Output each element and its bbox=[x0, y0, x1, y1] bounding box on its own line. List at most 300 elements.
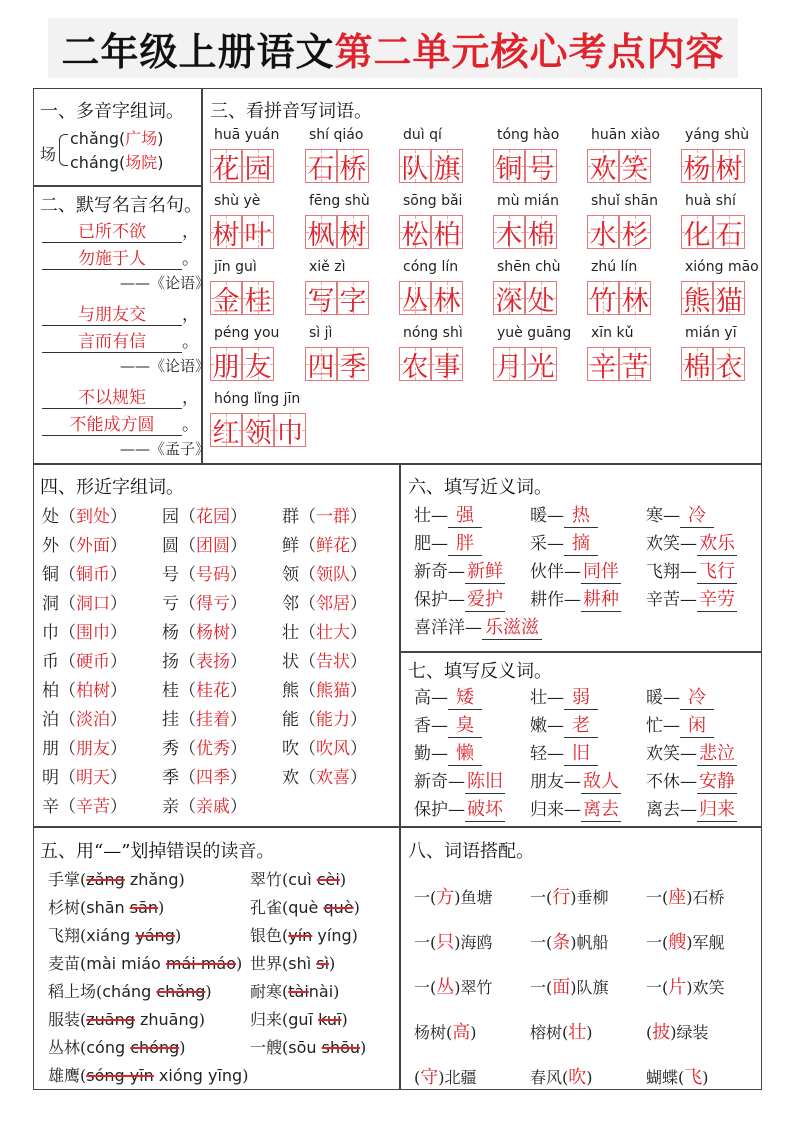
pron-wrong: tài bbox=[288, 982, 309, 1001]
char-answer: 光 bbox=[527, 351, 555, 383]
pron-close: ) bbox=[341, 1010, 348, 1029]
similar-char: 领 bbox=[282, 565, 299, 585]
similar-char-item bbox=[282, 734, 367, 759]
quote-punct: 。 bbox=[182, 415, 199, 435]
pron-right: mài miáo bbox=[86, 954, 166, 973]
colloc-answer: 行 bbox=[552, 887, 571, 908]
antonym-item-question: 壮— bbox=[530, 688, 564, 708]
pron-right: cóng bbox=[86, 1038, 131, 1057]
pron-wrong: sān bbox=[129, 898, 159, 917]
colloc-answer: 丛 bbox=[436, 977, 455, 998]
colloc-answer: 飞 bbox=[684, 1067, 703, 1088]
char-cell bbox=[337, 149, 369, 183]
colloc-pre: 一( bbox=[646, 978, 669, 997]
synonym-item bbox=[414, 585, 505, 612]
char-cell bbox=[242, 347, 274, 381]
paren: ） bbox=[230, 623, 247, 643]
paren: ） bbox=[230, 594, 247, 614]
word-pinyin: huā yuán bbox=[214, 127, 280, 143]
worksheet bbox=[33, 88, 762, 1090]
char-cell bbox=[493, 215, 525, 249]
char-answer: 林 bbox=[621, 285, 649, 317]
similar-char: 杨 bbox=[162, 623, 179, 643]
pron-wrong: zuāng bbox=[86, 1010, 135, 1029]
antonym-item-answer: 弱 bbox=[564, 683, 598, 710]
antonym-item-question: 忙— bbox=[646, 716, 680, 736]
similar-char-item bbox=[162, 763, 247, 788]
char-cell bbox=[525, 215, 557, 249]
colloc-post: )绿装 bbox=[670, 1023, 709, 1042]
pron-word: 世界( bbox=[250, 954, 289, 973]
pron-close: ) bbox=[205, 982, 212, 1001]
antonym-item-question: 香— bbox=[414, 716, 448, 736]
synonym-item-answer: 冷 bbox=[680, 501, 714, 528]
char-answer: 苦 bbox=[621, 351, 649, 383]
char-cell bbox=[619, 149, 651, 183]
similar-char-item bbox=[162, 560, 247, 585]
polyphone-item bbox=[70, 150, 164, 173]
char-cell bbox=[713, 347, 745, 381]
pronunciation-item bbox=[250, 1007, 348, 1030]
quote-blank: 与朋友交 bbox=[42, 300, 182, 326]
similar-word: 明天 bbox=[76, 768, 110, 788]
divider-sec1-sec2 bbox=[34, 185, 202, 187]
char-answer: 友 bbox=[244, 351, 272, 383]
pron-wrong: kuī bbox=[318, 1010, 342, 1029]
paren: （ bbox=[179, 623, 196, 643]
paren: （ bbox=[179, 594, 196, 614]
antonym-item bbox=[646, 711, 714, 738]
paren: （ bbox=[59, 739, 76, 759]
word-grid bbox=[399, 149, 463, 183]
char-answer: 枫 bbox=[307, 219, 335, 251]
char-answer: 丛 bbox=[401, 285, 429, 317]
pron-close: ) bbox=[329, 954, 336, 973]
colloc-post: ) bbox=[586, 1068, 593, 1087]
antonym-item-question: 欢笑— bbox=[646, 744, 697, 764]
similar-word: 一群 bbox=[316, 507, 350, 527]
synonym-item-answer: 胖 bbox=[448, 529, 482, 556]
similar-char-item bbox=[282, 647, 367, 672]
paren: ） bbox=[110, 652, 127, 672]
word-pinyin: yuè guāng bbox=[497, 325, 572, 341]
similar-word: 吹风 bbox=[316, 739, 350, 759]
similar-word: 杨树 bbox=[196, 623, 230, 643]
antonym-item-question: 勤— bbox=[414, 744, 448, 764]
word-pinyin: sì jì bbox=[309, 325, 333, 341]
similar-char: 泊 bbox=[42, 710, 59, 730]
char-cell bbox=[587, 149, 619, 183]
char-answer: 旗 bbox=[433, 153, 461, 185]
quote-punct: 。 bbox=[182, 332, 199, 352]
paren: （ bbox=[179, 681, 196, 701]
paren: （ bbox=[299, 536, 316, 556]
sec1-char: 场 bbox=[40, 145, 57, 164]
similar-char-item bbox=[42, 705, 127, 730]
antonym-item bbox=[414, 767, 505, 794]
paren: （ bbox=[59, 768, 76, 788]
pron-wrong: cèi bbox=[316, 870, 340, 889]
word-pinyin: xīn kǔ bbox=[591, 325, 634, 341]
char-cell bbox=[431, 347, 463, 381]
synonym-item bbox=[414, 613, 542, 640]
char-answer: 园 bbox=[244, 153, 272, 185]
char-cell bbox=[242, 149, 274, 183]
char-cell bbox=[619, 347, 651, 381]
word-pinyin: cóng lín bbox=[403, 259, 459, 275]
colloc-pre: 一( bbox=[414, 888, 437, 907]
colloc-pre: 杨树( bbox=[414, 1023, 453, 1042]
colloc-post: )翠竹 bbox=[454, 978, 493, 997]
pronunciation-item bbox=[250, 867, 346, 890]
pron-word: 稻上场( bbox=[48, 982, 103, 1001]
polyphone-item bbox=[70, 126, 164, 149]
synonym-item-answer: 同伴 bbox=[581, 557, 621, 584]
similar-char: 辛 bbox=[42, 797, 59, 817]
char-answer: 叶 bbox=[244, 219, 272, 251]
antonym-item-answer: 闲 bbox=[680, 711, 714, 738]
word-grid bbox=[493, 347, 557, 381]
quote-blank: 不能成方圆 bbox=[42, 410, 182, 436]
similar-char: 明 bbox=[42, 768, 59, 788]
similar-word: 外面 bbox=[76, 536, 110, 556]
colloc-post: )欢笑 bbox=[686, 978, 725, 997]
antonym-item-answer: 冷 bbox=[680, 683, 714, 710]
quote-line bbox=[42, 244, 199, 270]
antonym-item-question: 离去— bbox=[646, 800, 697, 820]
pron-right: xiáng bbox=[86, 926, 136, 945]
word-pinyin: sōng bǎi bbox=[403, 193, 463, 209]
collocation-item bbox=[414, 1018, 477, 1044]
pron-right: sōu bbox=[288, 1038, 322, 1057]
char-answer: 熊 bbox=[683, 285, 711, 317]
colloc-post: )军舰 bbox=[686, 933, 725, 952]
paren: （ bbox=[179, 768, 196, 788]
similar-word: 告状 bbox=[316, 652, 350, 672]
char-answer: 金 bbox=[212, 285, 240, 317]
similar-word: 铜币 bbox=[76, 565, 110, 585]
quote-blank: 已所不欲 bbox=[42, 217, 182, 243]
paren: ） bbox=[350, 681, 367, 701]
similar-char: 圆 bbox=[162, 536, 179, 556]
word-grid bbox=[587, 281, 651, 315]
pron-word: 归来( bbox=[250, 1010, 289, 1029]
paren: ） bbox=[350, 594, 367, 614]
pron-close: ) bbox=[179, 1038, 186, 1057]
collocation-item bbox=[530, 1018, 593, 1044]
char-cell bbox=[431, 149, 463, 183]
antonym-item bbox=[530, 739, 598, 766]
paren: ） bbox=[110, 565, 127, 585]
collocation-item bbox=[530, 973, 609, 999]
quote-punct: ， bbox=[182, 222, 199, 242]
similar-word: 桂花 bbox=[196, 681, 230, 701]
colloc-pre: 一( bbox=[646, 933, 669, 952]
colloc-pre: 蝴蝶( bbox=[646, 1068, 685, 1087]
similar-char: 状 bbox=[282, 652, 299, 672]
word-grid bbox=[305, 149, 369, 183]
sec1-title: 一、多音字组词。 bbox=[40, 101, 184, 122]
similar-char: 亲 bbox=[162, 797, 179, 817]
synonym-item bbox=[530, 501, 598, 528]
char-cell bbox=[274, 413, 306, 447]
pron-close: ) bbox=[236, 954, 243, 973]
divider-sec4-sec5 bbox=[34, 826, 761, 828]
paren: ） bbox=[110, 710, 127, 730]
similar-char-item bbox=[162, 531, 247, 556]
char-cell bbox=[587, 347, 619, 381]
pron-wrong: què bbox=[323, 898, 354, 917]
collocation-item bbox=[646, 1063, 709, 1089]
synonym-item-answer: 爱护 bbox=[465, 585, 505, 612]
pron-close: ) bbox=[339, 870, 347, 889]
sec8-title: 八、词语搭配。 bbox=[408, 841, 534, 862]
similar-char-item bbox=[42, 618, 127, 643]
pron-right: guī bbox=[288, 1010, 319, 1029]
colloc-answer: 面 bbox=[552, 977, 571, 998]
colloc-post: ) bbox=[586, 1023, 593, 1042]
colloc-post: )北疆 bbox=[438, 1068, 477, 1087]
paren: ） bbox=[110, 768, 127, 788]
colloc-pre: 一( bbox=[530, 888, 553, 907]
pron-close: ) bbox=[174, 926, 182, 945]
synonym-item bbox=[414, 501, 482, 528]
similar-char: 号 bbox=[162, 565, 179, 585]
similar-char-item bbox=[282, 763, 367, 788]
paren: ） bbox=[230, 681, 247, 701]
char-cell bbox=[399, 215, 431, 249]
char-answer: 铜 bbox=[495, 153, 523, 185]
similar-char: 季 bbox=[162, 768, 179, 788]
antonym-item bbox=[414, 683, 482, 710]
word-pinyin: mù mián bbox=[497, 193, 559, 209]
similar-word: 花园 bbox=[196, 507, 230, 527]
quote-source: ——《论语》 bbox=[120, 274, 211, 292]
collocation-item bbox=[414, 1063, 477, 1089]
word-pinyin: tóng hào bbox=[497, 127, 560, 143]
pron-word: 丛林( bbox=[48, 1038, 87, 1057]
similar-char-item bbox=[42, 734, 127, 759]
synonym-item-question: 伙伴— bbox=[530, 562, 581, 582]
char-answer: 巾 bbox=[276, 417, 304, 449]
pron-close: ) bbox=[198, 1010, 206, 1029]
similar-char: 邻 bbox=[282, 594, 299, 614]
char-cell bbox=[210, 347, 242, 381]
antonym-item-question: 不休— bbox=[646, 772, 697, 792]
paren: ） bbox=[110, 536, 127, 556]
pron-wrong: sóng yīn bbox=[86, 1066, 154, 1085]
word-grid bbox=[399, 347, 463, 381]
paren: ） bbox=[230, 710, 247, 730]
antonym-item-question: 高— bbox=[414, 688, 448, 708]
polyphone-word: 广场 bbox=[125, 129, 158, 148]
word-pinyin: xiě zì bbox=[309, 259, 346, 275]
colloc-post: )队旗 bbox=[570, 978, 609, 997]
divider-sec6-sec7 bbox=[400, 651, 761, 653]
polyphone-word: 场院 bbox=[125, 153, 158, 172]
colloc-post: )鱼塘 bbox=[454, 888, 493, 907]
similar-char-item bbox=[42, 647, 127, 672]
quote-blank: 言而有信 bbox=[42, 327, 182, 353]
collocation-item bbox=[414, 928, 493, 954]
char-cell bbox=[242, 215, 274, 249]
sec1-brace bbox=[59, 134, 68, 166]
collocation-item bbox=[414, 883, 493, 909]
paren: （ bbox=[299, 652, 316, 672]
synonym-item-question: 寒— bbox=[646, 506, 680, 526]
similar-char: 桂 bbox=[162, 681, 179, 701]
paren: （ bbox=[179, 652, 196, 672]
pronunciation-item bbox=[250, 895, 360, 918]
pronunciation-item bbox=[250, 951, 335, 974]
pron-word: 翠竹( bbox=[250, 870, 289, 889]
pron-right: zhǎng bbox=[124, 870, 179, 889]
colloc-pre: 一( bbox=[414, 978, 437, 997]
pron-close: ) bbox=[158, 898, 165, 917]
similar-word: 围巾 bbox=[76, 623, 110, 643]
polyphone-close: ) bbox=[157, 153, 164, 172]
synonym-item-question: 辛苦— bbox=[646, 590, 697, 610]
antonym-item bbox=[646, 767, 737, 794]
antonym-item-answer: 悲泣 bbox=[697, 739, 737, 766]
antonym-item-answer: 归来 bbox=[697, 795, 737, 822]
similar-char: 外 bbox=[42, 536, 59, 556]
synonym-item bbox=[414, 557, 505, 584]
char-answer: 树 bbox=[212, 219, 240, 251]
pronunciation-item bbox=[250, 979, 339, 1002]
char-answer: 事 bbox=[433, 351, 461, 383]
synonym-item bbox=[414, 529, 482, 556]
antonym-item-question: 归来— bbox=[530, 800, 581, 820]
colloc-answer: 吹 bbox=[568, 1067, 587, 1088]
paren: ） bbox=[230, 797, 247, 817]
pron-word: 孔雀( bbox=[250, 898, 289, 917]
colloc-pre: 一( bbox=[646, 888, 669, 907]
antonym-item bbox=[414, 711, 482, 738]
word-grid bbox=[210, 149, 274, 183]
quote-line bbox=[42, 410, 199, 436]
quote-punct: 。 bbox=[182, 249, 199, 269]
similar-word: 邻居 bbox=[316, 594, 350, 614]
pron-right: cuì bbox=[288, 870, 317, 889]
paren: （ bbox=[179, 565, 196, 585]
paren: ） bbox=[110, 507, 127, 527]
colloc-pre: ( bbox=[414, 1068, 421, 1087]
colloc-answer: 艘 bbox=[668, 932, 687, 953]
synonym-item-answer: 乐滋滋 bbox=[482, 613, 542, 640]
antonym-item bbox=[414, 739, 482, 766]
synonym-item-question: 保护— bbox=[414, 590, 465, 610]
char-cell bbox=[493, 149, 525, 183]
char-cell bbox=[399, 347, 431, 381]
char-answer: 号 bbox=[527, 153, 555, 185]
antonym-item bbox=[646, 683, 714, 710]
colloc-answer: 壮 bbox=[568, 1022, 587, 1043]
quote-blank: 不以规矩 bbox=[42, 383, 182, 409]
char-cell bbox=[681, 149, 713, 183]
word-pinyin: zhú lín bbox=[591, 259, 638, 275]
similar-word: 辛苦 bbox=[76, 797, 110, 817]
word-pinyin: huān xiào bbox=[591, 127, 660, 143]
char-cell bbox=[713, 149, 745, 183]
word-pinyin: yáng shù bbox=[685, 127, 750, 143]
char-answer: 树 bbox=[715, 153, 743, 185]
pron-close: ) bbox=[353, 898, 360, 917]
sec4-title: 四、形近字组词。 bbox=[40, 477, 184, 498]
paren: （ bbox=[59, 652, 76, 672]
char-answer: 深 bbox=[495, 285, 523, 317]
paren: （ bbox=[59, 623, 76, 643]
similar-char-item bbox=[42, 560, 127, 585]
similar-word: 表扬 bbox=[196, 652, 230, 672]
synonym-item bbox=[646, 501, 714, 528]
paren: ） bbox=[230, 652, 247, 672]
pron-right: shì bbox=[288, 954, 317, 973]
char-cell bbox=[337, 347, 369, 381]
colloc-pre: 一( bbox=[530, 933, 553, 952]
pron-right: yíng bbox=[312, 926, 352, 945]
char-cell bbox=[305, 215, 337, 249]
pron-wrong: yín bbox=[288, 926, 313, 945]
pron-word: 耐寒( bbox=[250, 982, 289, 1001]
word-pinyin: fēng shù bbox=[309, 193, 370, 209]
synonym-item-answer: 热 bbox=[564, 501, 598, 528]
similar-char: 币 bbox=[42, 652, 59, 672]
antonym-item-answer: 安静 bbox=[697, 767, 737, 794]
similar-char: 群 bbox=[282, 507, 299, 527]
word-pinyin: shí qiáo bbox=[309, 127, 364, 143]
paren: ） bbox=[350, 565, 367, 585]
char-answer: 化 bbox=[683, 219, 711, 251]
collocation-item bbox=[646, 1018, 709, 1044]
collocation-item bbox=[414, 973, 493, 999]
antonym-item-answer: 老 bbox=[564, 711, 598, 738]
char-answer: 棉 bbox=[683, 351, 711, 383]
char-cell bbox=[337, 281, 369, 315]
antonym-item bbox=[646, 739, 737, 766]
colloc-answer: 方 bbox=[436, 887, 455, 908]
similar-word: 团圆 bbox=[196, 536, 230, 556]
char-answer: 木 bbox=[495, 219, 523, 251]
pronunciation-item bbox=[48, 867, 185, 890]
word-grid bbox=[399, 281, 463, 315]
synonym-item bbox=[530, 585, 621, 612]
quote-line bbox=[42, 383, 199, 409]
synonym-item bbox=[530, 529, 598, 556]
pron-right: zhuāng bbox=[134, 1010, 199, 1029]
char-answer: 农 bbox=[401, 351, 429, 383]
char-answer: 桂 bbox=[244, 285, 272, 317]
antonym-item-question: 嫩— bbox=[530, 716, 564, 736]
word-grid bbox=[305, 347, 369, 381]
similar-char: 亏 bbox=[162, 594, 179, 614]
antonym-item-question: 轻— bbox=[530, 744, 564, 764]
paren: ） bbox=[230, 768, 247, 788]
char-answer: 松 bbox=[401, 219, 429, 251]
similar-char: 秀 bbox=[162, 739, 179, 759]
similar-word: 壮大 bbox=[316, 623, 350, 643]
similar-char-item bbox=[282, 589, 367, 614]
similar-char-item bbox=[162, 705, 247, 730]
similar-word: 欢喜 bbox=[316, 768, 350, 788]
char-cell bbox=[681, 215, 713, 249]
similar-char: 扬 bbox=[162, 652, 179, 672]
word-pinyin: jīn guì bbox=[214, 259, 257, 275]
char-answer: 处 bbox=[527, 285, 555, 317]
paren: （ bbox=[299, 768, 316, 788]
paren: （ bbox=[179, 797, 196, 817]
word-pinyin: mián yī bbox=[685, 325, 737, 341]
